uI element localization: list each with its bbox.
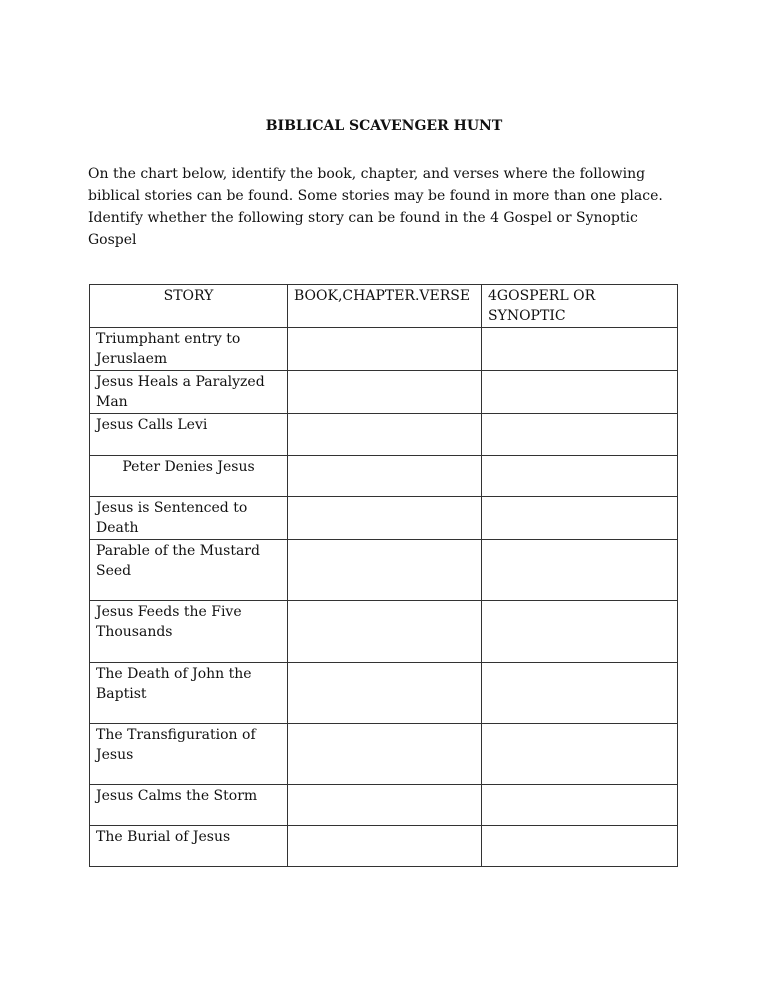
table-row [90,456,678,497]
header-story: STORY [90,285,288,328]
gospel-type-cell[interactable] [482,540,678,601]
table-row [90,540,678,601]
story-cell: The Burial of Jesus [90,826,288,867]
story-cell: Parable of the Mustard Seed [90,540,288,601]
gospel-type-cell[interactable] [482,328,678,371]
reference-cell[interactable] [288,826,482,867]
reference-cell[interactable] [288,601,482,663]
story-cell: Peter Denies Jesus [90,456,288,497]
reference-cell[interactable] [288,663,482,724]
reference-cell[interactable] [288,371,482,414]
reference-cell[interactable] [288,456,482,497]
story-cell: Jesus Calls Levi [90,414,288,456]
story-cell: The Death of John the Baptist [90,663,288,724]
table-row [90,328,678,371]
reference-cell[interactable] [288,497,482,540]
reference-cell[interactable] [288,724,482,785]
scavenger-hunt-table [89,284,678,867]
gospel-type-cell[interactable] [482,601,678,663]
table-row [90,414,678,456]
story-cell: Jesus is Sentenced to Death [90,497,288,540]
gospel-type-cell[interactable] [482,371,678,414]
gospel-type-cell[interactable] [482,724,678,785]
gospel-type-cell[interactable] [482,663,678,724]
story-cell: Triumphant entry to Jeruslaem [90,328,288,371]
table-row [90,497,678,540]
header-gospel-type: 4GOSPERL OR SYNOPTIC [482,285,678,328]
page-title: BIBLICAL SCAVENGER HUNT [265,118,503,134]
gospel-type-cell[interactable] [482,785,678,826]
story-cell: Jesus Calms the Storm [90,785,288,826]
reference-cell[interactable] [288,414,482,456]
gospel-type-cell[interactable] [482,497,678,540]
story-cell: Jesus Heals a Paralyzed Man [90,371,288,414]
gospel-type-cell[interactable] [482,826,678,867]
table-row [90,826,678,867]
story-cell: The Transfiguration of Jesus [90,724,288,785]
table-header-row [90,285,678,328]
gospel-type-cell[interactable] [482,414,678,456]
reference-cell[interactable] [288,785,482,826]
header-reference: BOOK,CHAPTER.VERSE [288,285,482,328]
reference-cell[interactable] [288,328,482,371]
table-row [90,785,678,826]
table-row [90,371,678,414]
gospel-type-cell[interactable] [482,456,678,497]
reference-cell[interactable] [288,540,482,601]
table-row [90,724,678,785]
table-row [90,601,678,663]
instructions: On the chart below, identify the book, chapter, and verses where the following biblical stories can be found. Some stories may be found in more than one place. Identify whether the following story can be found in the 4 Gospel or Synoptic Gospel [88,166,663,248]
story-cell: Jesus Feeds the Five Thousands [90,601,288,663]
table-row [90,663,678,724]
